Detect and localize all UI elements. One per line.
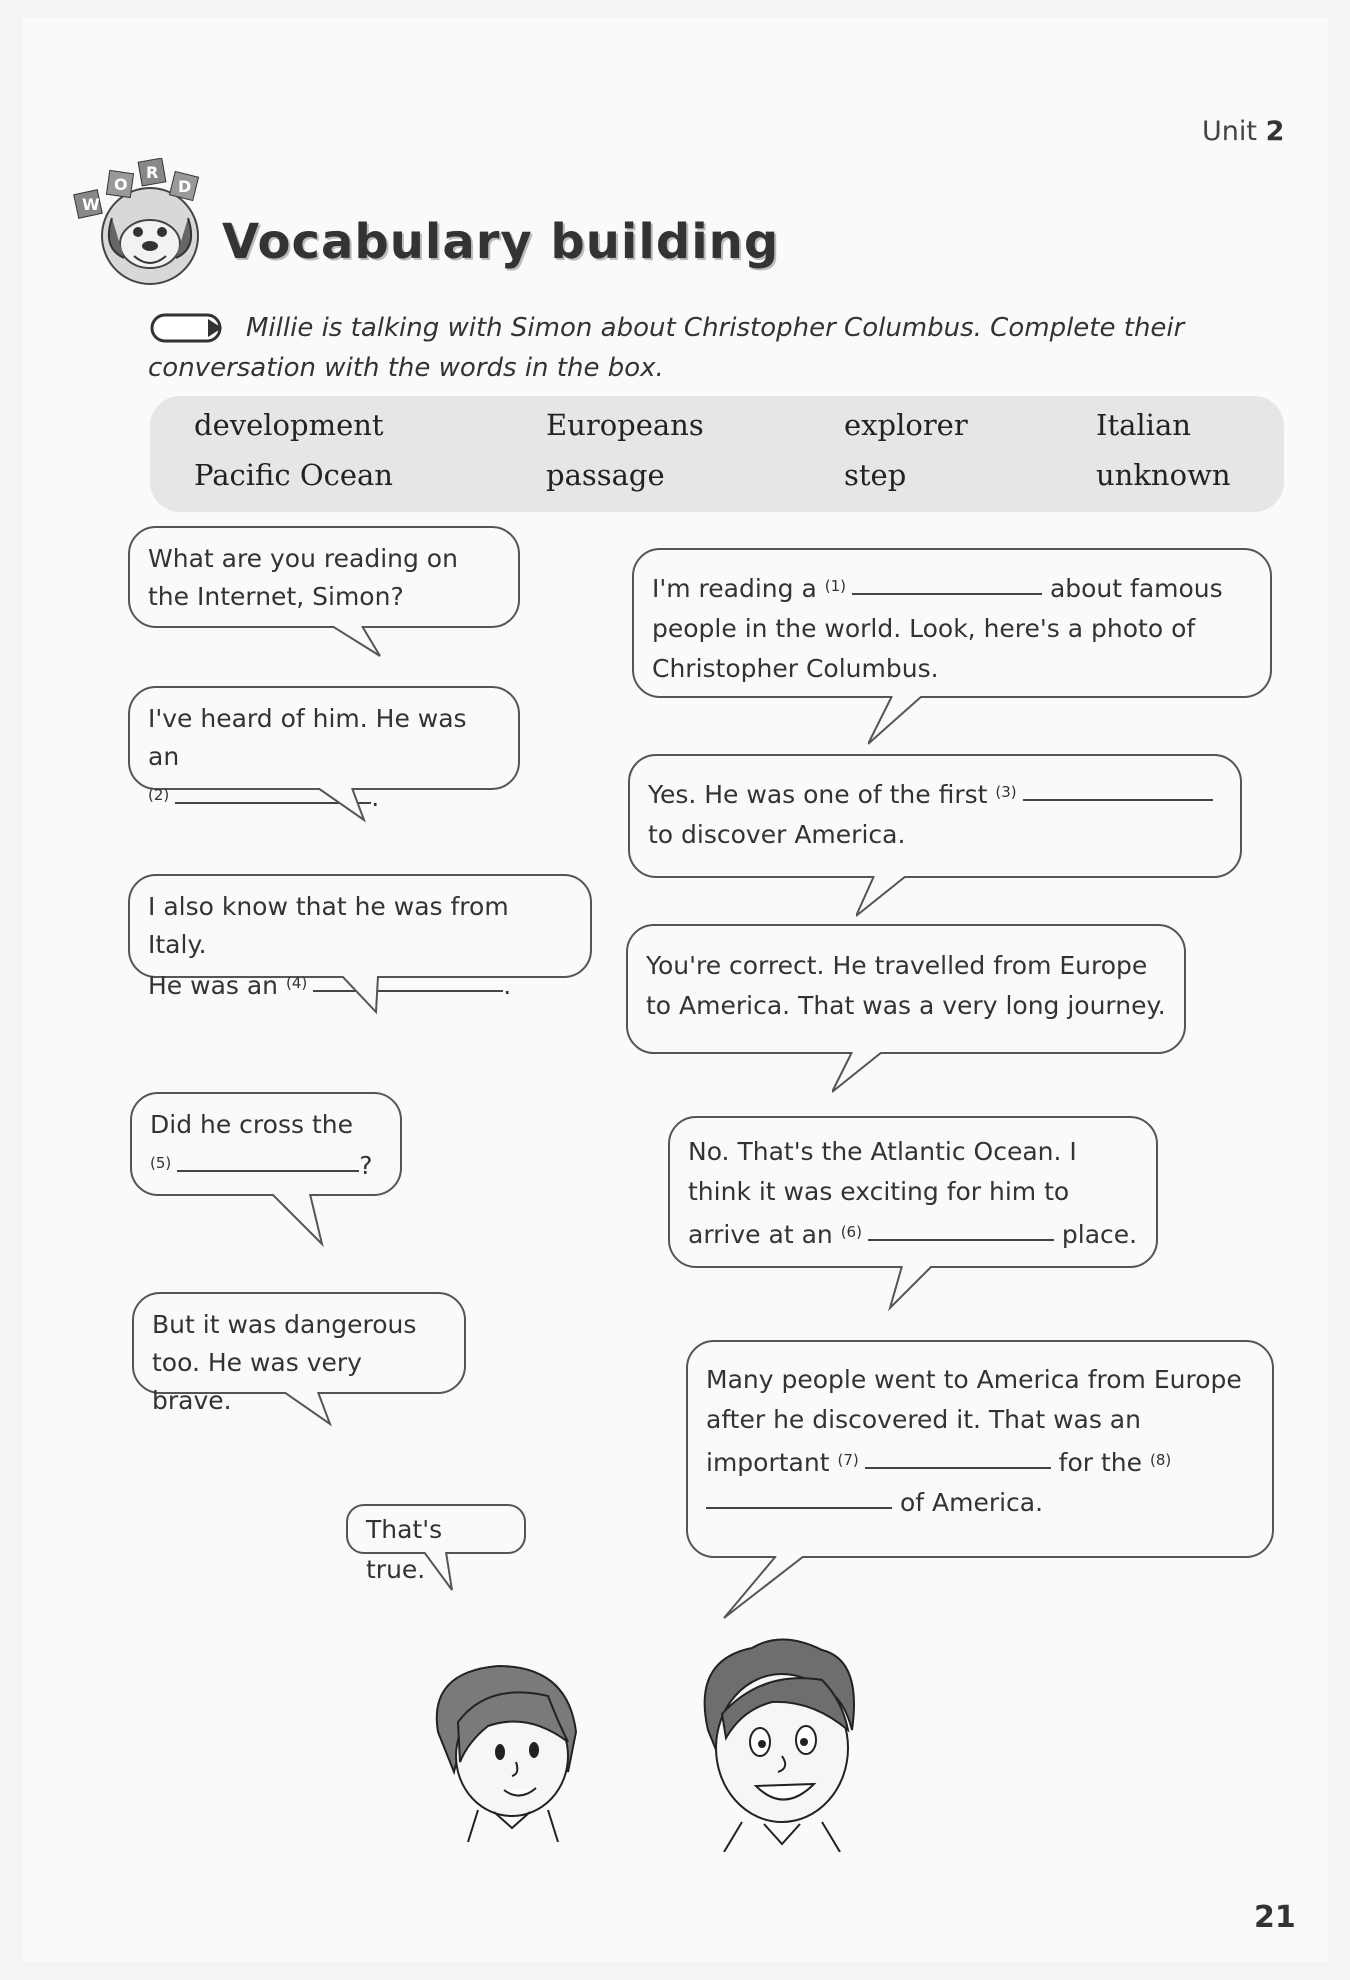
blank-number-3: (3) xyxy=(995,783,1017,801)
unit-number: 2 xyxy=(1265,116,1285,147)
logo-letter-o: O xyxy=(114,175,128,194)
exercise-instruction: Millie is talking with Simon about Christopher Columbus. Complete their conversation with the words in the box. xyxy=(148,313,1185,383)
bubble-tail xyxy=(342,976,402,1016)
bubble-tail xyxy=(886,1266,946,1312)
speech-bubble-millie-6 xyxy=(346,1504,526,1584)
bubble-text: You're correct. He travelled from Europe to America. That was a very long journey. xyxy=(646,951,1166,1020)
bubble-text: That's true. xyxy=(366,1515,443,1584)
word-development: development xyxy=(194,408,384,442)
bubble-text: to discover America. xyxy=(648,820,906,849)
speech-bubble-millie-3 xyxy=(128,874,592,1000)
word-italian: Italian xyxy=(1096,408,1191,442)
blank-number-5: (5) xyxy=(150,1154,172,1172)
bubble-text: I'm reading a xyxy=(652,574,817,603)
bubble-text: Did he cross the xyxy=(150,1110,353,1139)
blank-number-4: (4) xyxy=(285,974,308,992)
bubble-tail xyxy=(868,696,928,748)
blank-number-2: (2) xyxy=(148,786,170,804)
speech-bubble-simon-4 xyxy=(668,1116,1158,1268)
answer-blank-3[interactable] xyxy=(1023,777,1213,801)
bubble-text: He was an xyxy=(148,971,279,1000)
bubble-punctuation: . xyxy=(371,783,380,812)
bubble-punctuation: . xyxy=(503,971,512,1000)
answer-blank-1[interactable] xyxy=(852,571,1042,595)
word-mascot-logo xyxy=(72,158,222,288)
bubble-tail xyxy=(424,1552,474,1594)
blank-number-6: (6) xyxy=(840,1223,862,1241)
millie-character-illustration xyxy=(408,1652,608,1842)
bubble-text: Many people went to America from Europe after he discovered it. That was an important xyxy=(706,1365,1242,1477)
simon-character-illustration xyxy=(672,1630,892,1852)
answer-blank-6[interactable] xyxy=(868,1217,1054,1241)
logo-letter-d: D xyxy=(178,177,192,196)
bubble-text: What are you reading on the Internet, Simon? xyxy=(148,544,458,611)
bubble-text: Yes. He was one of the first xyxy=(648,780,988,809)
bubble-tail xyxy=(318,788,378,824)
speech-bubble-simon-2 xyxy=(628,754,1242,878)
answer-blank-5[interactable] xyxy=(177,1148,359,1172)
logo-letter-r: R xyxy=(146,163,159,182)
section-title: Vocabulary building xyxy=(222,214,780,270)
speech-bubble-simon-5 xyxy=(686,1340,1274,1558)
unit-label xyxy=(1202,116,1284,147)
speech-bubble-millie-5 xyxy=(132,1292,466,1415)
answer-blank-7[interactable] xyxy=(865,1445,1051,1469)
blank-number-1: (1) xyxy=(824,577,846,595)
bubble-tail xyxy=(272,1194,332,1248)
speech-bubble-millie-1 xyxy=(128,526,520,628)
word-pacific-ocean: Pacific Ocean xyxy=(194,458,393,492)
bubble-punctuation: ? xyxy=(359,1151,373,1180)
word-box xyxy=(150,396,1284,512)
bubble-text: of America. xyxy=(899,1488,1044,1517)
word-europeans: Europeans xyxy=(546,408,704,442)
word-unknown: unknown xyxy=(1096,458,1231,492)
unit-label-text: Unit xyxy=(1202,116,1257,147)
speech-bubble-simon-1 xyxy=(632,548,1272,698)
word-passage: passage xyxy=(546,458,665,492)
word-step: step xyxy=(844,458,907,492)
word-explorer: explorer xyxy=(844,408,968,442)
bubble-tail xyxy=(832,1052,892,1096)
bubble-text: I also know that he was from Italy. xyxy=(148,892,509,959)
bubble-text: No. That's the Atlantic Ocean. I think it was exciting for him to arrive at an xyxy=(688,1137,1077,1249)
speech-bubble-simon-3 xyxy=(626,924,1186,1054)
bubble-text: place. xyxy=(1061,1220,1138,1249)
speech-bubble-millie-2 xyxy=(128,686,520,812)
speech-bubble-millie-4 xyxy=(130,1092,402,1196)
bubble-tail xyxy=(284,1392,344,1428)
bubble-tail xyxy=(722,1556,812,1622)
bubble-tail xyxy=(856,876,916,920)
workbook-page xyxy=(22,18,1328,1962)
page-number: 21 xyxy=(1254,1900,1296,1935)
answer-blank-8[interactable] xyxy=(706,1485,892,1509)
bubble-text: I've heard of him. He was an xyxy=(148,704,467,771)
bubble-text: for the xyxy=(1058,1448,1143,1477)
blank-number-7: (7) xyxy=(837,1451,859,1469)
logo-letter-w: W xyxy=(82,195,100,214)
bubble-text: about famous people in the world. Look, here's a photo of Christopher Columbus. xyxy=(652,574,1223,683)
bubble-tail xyxy=(332,626,392,660)
bubble-text: But it was dangerous too. He was very brave. xyxy=(152,1310,417,1415)
blank-number-8: (8) xyxy=(1149,1451,1172,1469)
